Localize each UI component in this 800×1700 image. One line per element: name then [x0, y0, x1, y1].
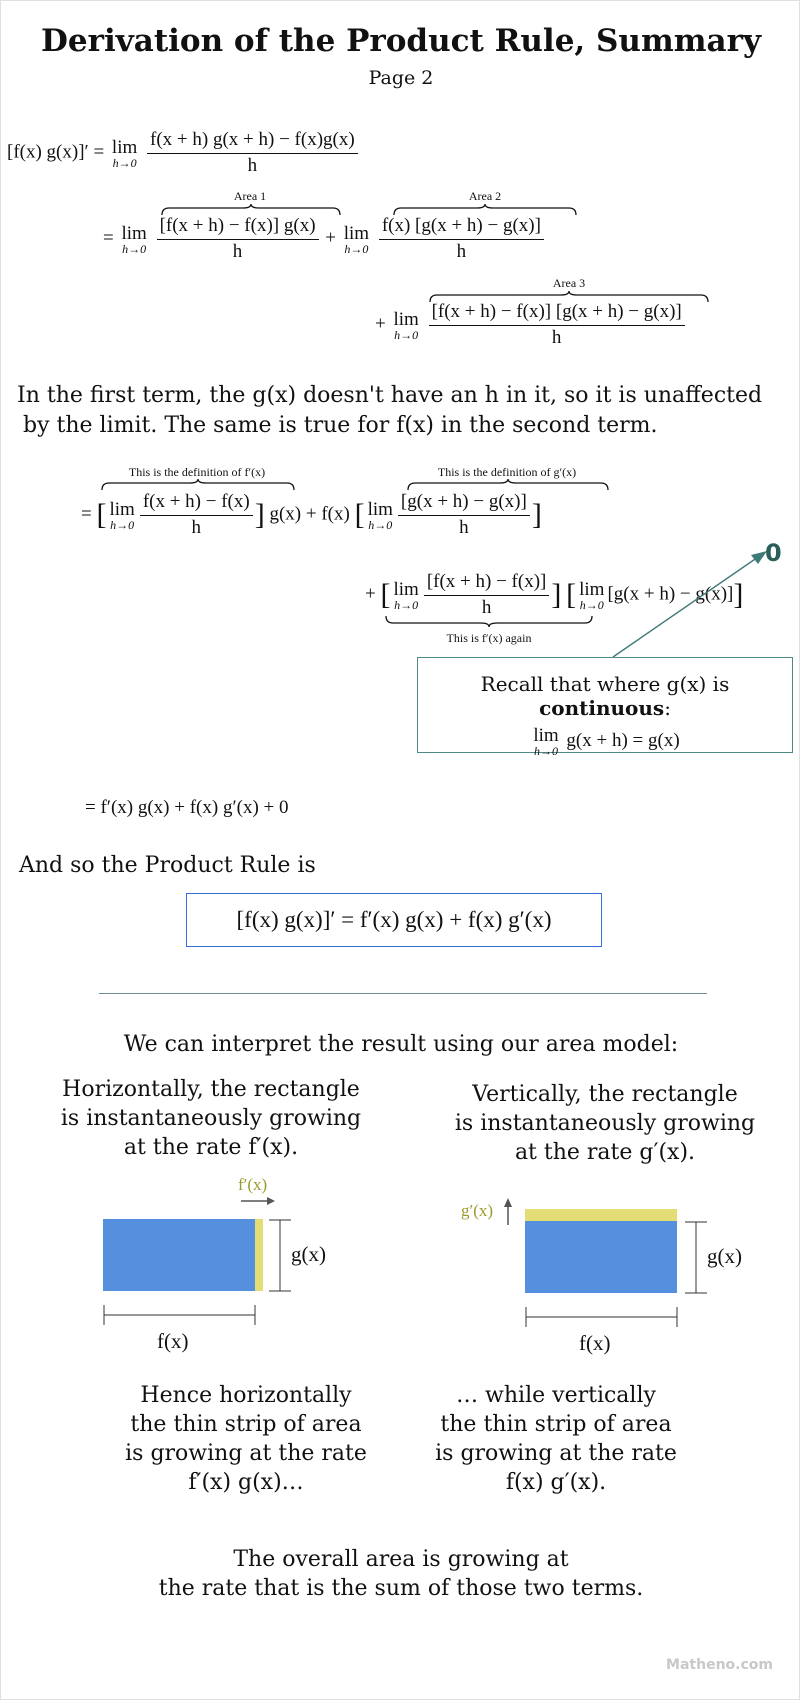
area-1-quotient: $\frac{[f(x + h) - f(x)] g(x)}{h}$ [157, 215, 319, 263]
derivation-line-5: + [ lim h→0 $\frac{[f(x + h) - f(x)]}{h}$ ] [ lim h→0 [g(x + h) − g(x)]] [365, 571, 744, 618]
derivation-line-3: + lim h→0 $\frac{[f(x + h) - f(x)] [g(x + h) - g(x)]}{h}$ [375, 301, 687, 349]
watermark-logo: Matheno.com [666, 1657, 773, 1673]
page-title: Derivation of the Product Rule, Summary [41, 23, 761, 59]
product-derivative-lhs: [f(x) g(x)]′ = [7, 141, 105, 163]
left-width-dimension [103, 1303, 259, 1327]
definition-f-label: This is the definition of f′(x) [128, 465, 266, 479]
definition-g-overbrace [407, 479, 609, 491]
explanation-line-1: In the first term, the g(x) doesn't have an h in it, so it is unaffected [17, 383, 763, 408]
zero-value: 0 [765, 539, 782, 567]
area-3-quotient: $\frac{[f(x + h) - f(x)] [g(x + h) - g(x)]}{h}$ [429, 301, 685, 349]
right-arrow-icon [239, 1195, 279, 1207]
f-again-label: This is f′(x) again [446, 631, 532, 645]
section-divider [99, 993, 707, 994]
callout-text: Recall that where g(x) is continuous: [480, 672, 730, 720]
derivation-line-1 [7, 129, 360, 177]
g-difference: [g(x + h) − g(x)] [607, 583, 734, 605]
product-rule-intro: And so the Product Rule is [19, 853, 316, 878]
area-1-label: Area 1 [233, 189, 267, 203]
left-height-label: g(x) [291, 1242, 326, 1266]
left-growth-strip [255, 1219, 263, 1291]
left-width-label: f(x) [157, 1329, 189, 1353]
f-difference-quotient: $\frac{f(x + h) - f(x)}{h}$ [140, 491, 253, 539]
left-rate-label: f′(x) [238, 1175, 268, 1194]
continuity-callout [417, 657, 793, 758]
derivation-line-4: = [ lim h→0 $\frac{f(x + h) - f(x)}{h}$ ] g(x) + f(x) [ lim h→0 $\frac{[g(x + h) - g(x)]}{h}$ ] [81, 491, 542, 538]
middle-terms: g(x) + f(x) [269, 503, 350, 525]
limit-operator: lim h→0 [109, 498, 135, 532]
difference-quotient: $\frac{f(x + h) g(x + h) - f(x)g(x)}{h}$ [147, 129, 358, 177]
product-rule-box: [f(x) g(x)]′ = f′(x) g(x) + f(x) g′(x) [186, 893, 602, 947]
callout-formula: lim h→0 g(x + h) = g(x) [533, 725, 680, 758]
limit-operator: lim h→0 [393, 308, 419, 342]
limit-operator: lim h→0 [121, 222, 147, 256]
definition-f-overbrace [101, 479, 295, 491]
page-subtitle: Page 2 [368, 67, 434, 89]
explanation-line-2: by the limit. The same is true for f(x) in the second term. [23, 413, 658, 438]
arrow-to-zero-icon [601, 541, 781, 661]
f-again-quotient: $\frac{[f(x + h) - f(x)]}{h}$ [424, 571, 550, 619]
interpretation-intro: We can interpret the result using our area model: [123, 1032, 679, 1057]
limit-operator: lim h→0 [343, 222, 370, 256]
limit-operator: lim h→0 [111, 136, 138, 170]
right-rate-label: g′(x) [461, 1201, 494, 1220]
right-width-dimension [525, 1305, 681, 1329]
up-arrow-icon [501, 1197, 515, 1227]
right-width-label: f(x) [579, 1331, 611, 1355]
right-growth-strip [525, 1209, 677, 1221]
right-height-label: g(x) [707, 1244, 742, 1268]
area-2-label: Area 2 [468, 189, 502, 203]
f-again-underbrace [385, 615, 593, 627]
g-difference-quotient: $\frac{[g(x + h) - g(x)]}{h}$ [398, 491, 530, 539]
left-conclusion: Hence horizontally the thin strip of area is growing at the rate f′(x) g(x)… [125, 1383, 367, 1495]
area-3-label: Area 3 [552, 276, 586, 290]
left-caption: Horizontally, the rectangle is instantaneously growing at the rate f′(x). [60, 1077, 362, 1160]
left-area-rectangle [103, 1219, 255, 1291]
definition-g-label: This is the definition of g′(x) [437, 465, 577, 479]
summary: The overall area is growing at the rate that is the sum of those two terms. [158, 1547, 644, 1601]
limit-operator: lim h→0 [393, 578, 419, 612]
area-2-quotient: $\frac{f(x) [g(x + h) - g(x)]}{h}$ [379, 215, 544, 263]
derivation-line-2: = lim h→0 $\frac{[f(x + h) - f(x)] g(x)}{h}$ + lim h→0 $\frac{f(x) [g(x + h) - g(x)]}{h}$ [103, 215, 546, 263]
right-conclusion: … while vertically the thin strip of area is growing at the rate f(x) g′(x). [435, 1383, 677, 1495]
right-caption: Vertically, the rectangle is instantaneously growing at the rate g′(x). [454, 1082, 756, 1165]
limit-operator: lim h→0 [367, 498, 393, 532]
right-area-rectangle [525, 1221, 677, 1293]
derivation-result-line: = f′(x) g(x) + f(x) g′(x) + 0 [85, 797, 289, 818]
limit-operator: lim h→0 [579, 578, 605, 612]
